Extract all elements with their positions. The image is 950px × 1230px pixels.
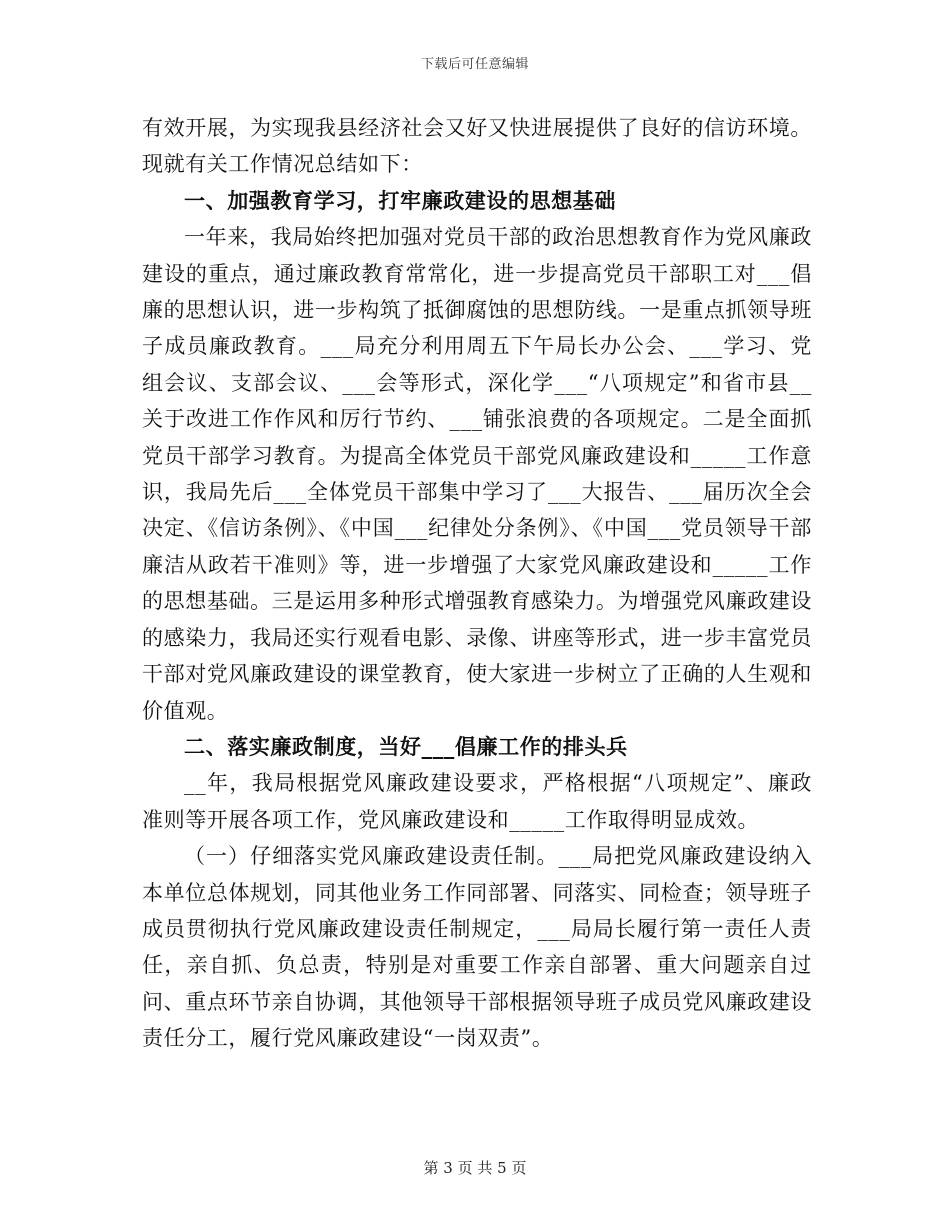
- paragraph-system: __年，我局根据党风廉政建设要求，严格根据“八项规定”、廉政准则等开展各项工作，党风廉政建设和_____工作取得明显成效。: [142, 771, 812, 832]
- page-number: 第 3 页 共 5 页: [423, 1159, 527, 1177]
- document-body: [142, 110, 812, 1057]
- page-header: 下载后可任意编辑: [420, 57, 529, 72]
- section-heading-2: 二、落实廉政制度，当好___倡廉工作的排头兵: [184, 733, 628, 759]
- paragraph-education: 一年来，我局始终把加强对党员干部的政治思想教育作为党风廉政建设的重点，通过廉政教育常常化，进一步提高党员干部职工对___倡廉的思想认识，进一步构筑了抵御腐蚀的思想防线。一是重点抓领导班子成员廉政教育。___局充分利用周五下午局长办公会、___学习、党组会议、支部会议、___会等形式，深化学___“八项规定”和省市县__关于改进工作作风和厉行节约、___铺张浪费的各项规定。二是全面抓党员干部学习教育。为提高全体党员干部党风廉政建设和_____工作意识，我局先后___全体党员干部集中学习了___大报告、___届历次全会决定、《信访条例》、《中国___纪律处分条例》、《中国___党员领导干部廉洁从政若干准则》等，进一步增强了大家党风廉政建设和_____工作的思想基础。三是运用多种形式增强教育感染力。为增强党风廉政建设的感染力，我局还实行观看电影、录像、讲座等形式，进一步丰富党员干部对党风廉政建设的课堂教育，使大家进一步树立了正确的人生观和价值观。: [142, 225, 812, 723]
- section-heading-1: 一、加强教育学习，打牢廉政建设的思想基础: [184, 187, 616, 213]
- paragraph-responsibility: （一）仔细落实党风廉政建设责任制。___局把党风廉政建设纳入本单位总体规划，同其他业务工作同部署、同落实、同检查；领导班子成员贯彻执行党风廉政建设责任制规定，___局局长履行第一责任人责任，亲自抓、负总责，特别是对重要工作亲自部署、重大问题亲自过问、重点环节亲自协调，其他领导干部根据领导班子成员党风廉政建设责任分工，履行党风廉政建设“一岗双责”。: [142, 844, 812, 1051]
- paragraph-intro: 有效开展，为实现我县经济社会又好又快进展提供了良好的信访环境。现就有关工作情况总结如下：: [142, 116, 812, 177]
